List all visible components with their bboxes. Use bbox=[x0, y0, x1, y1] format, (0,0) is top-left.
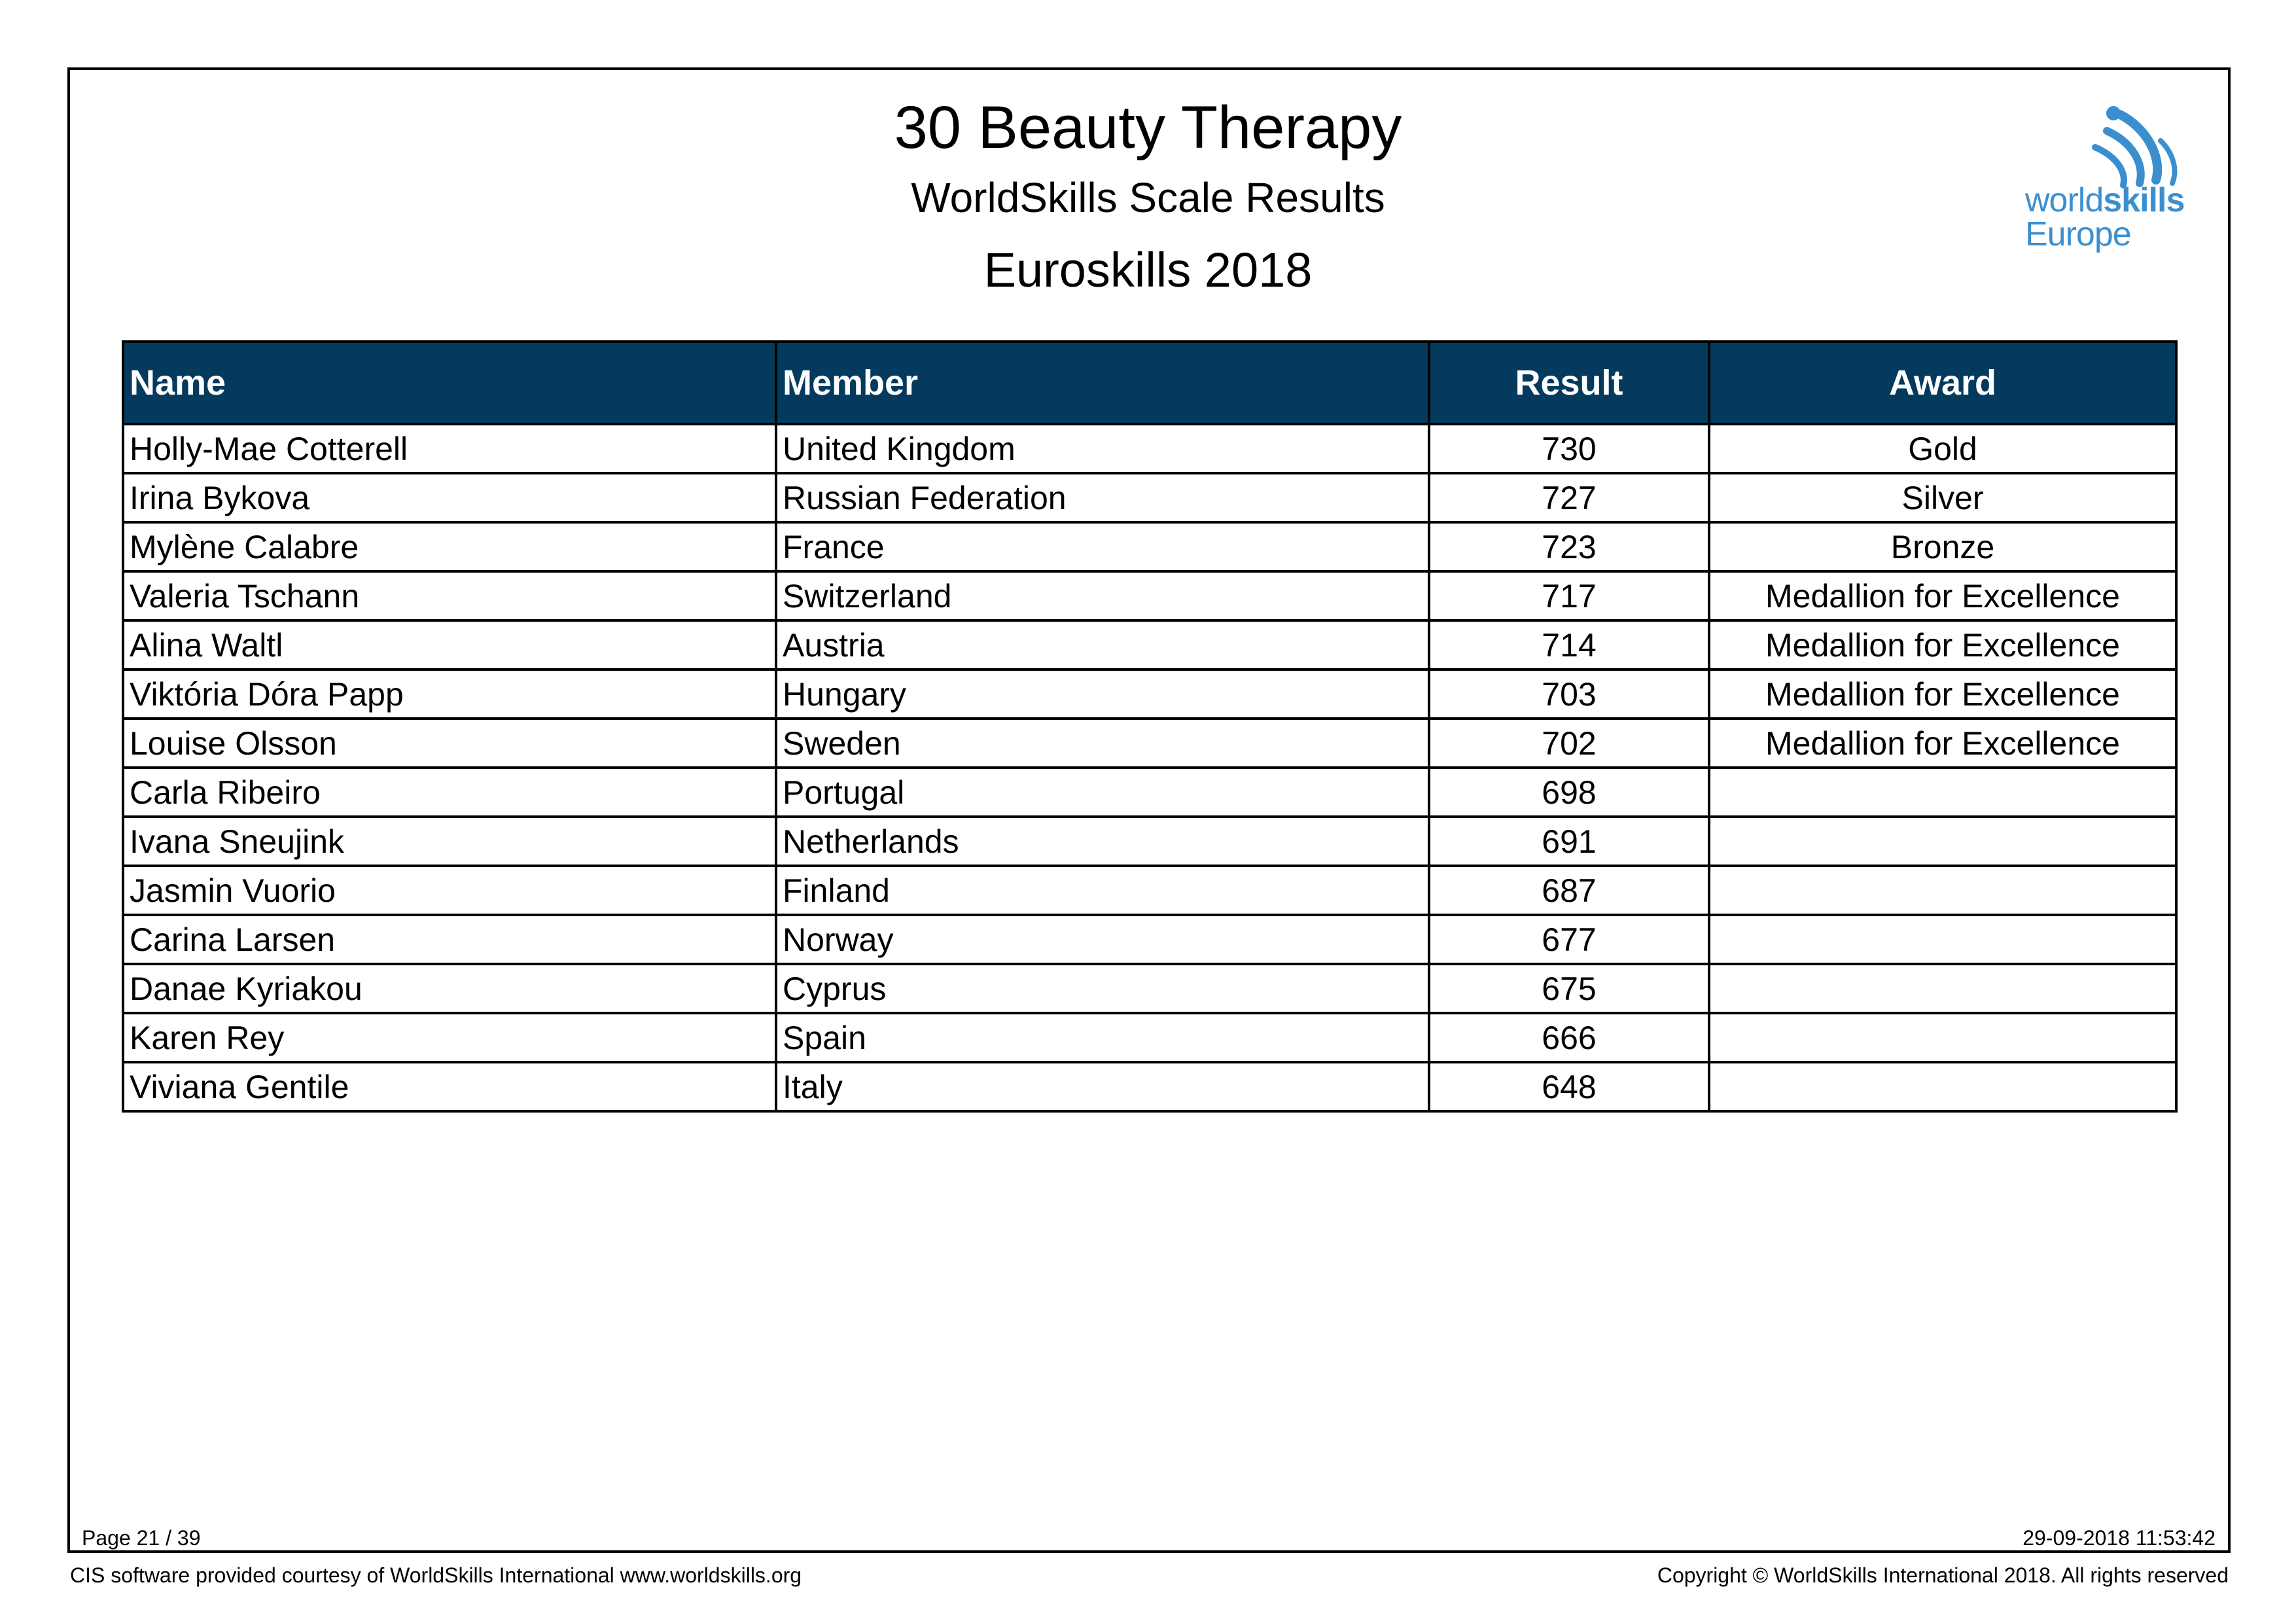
cell-member: Hungary bbox=[776, 669, 1429, 719]
cell-member: Switzerland bbox=[776, 571, 1429, 620]
cell-name: Jasmin Vuorio bbox=[123, 866, 776, 915]
cell-name: Viktória Dóra Papp bbox=[123, 669, 776, 719]
cell-award bbox=[1709, 964, 2176, 1013]
cell-award bbox=[1709, 915, 2176, 964]
cell-member: Austria bbox=[776, 620, 1429, 669]
cell-name: Holly-Mae Cotterell bbox=[123, 424, 776, 473]
page-title: 30 Beauty Therapy bbox=[894, 94, 1402, 161]
cell-member: Cyprus bbox=[776, 964, 1429, 1013]
cell-member: Russian Federation bbox=[776, 473, 1429, 522]
table-row bbox=[123, 768, 2176, 817]
cell-member: Finland bbox=[776, 866, 1429, 915]
page-number: Page 21 / 39 bbox=[82, 1526, 201, 1550]
cell-member: Italy bbox=[776, 1062, 1429, 1111]
cell-result: 702 bbox=[1429, 719, 1709, 768]
table-row bbox=[123, 817, 2176, 866]
column-header-name: Name bbox=[123, 342, 776, 424]
cell-name: Irina Bykova bbox=[123, 473, 776, 522]
cell-award: Medallion for Excellence bbox=[1709, 571, 2176, 620]
cell-award: Medallion for Excellence bbox=[1709, 719, 2176, 768]
cell-award bbox=[1709, 1062, 2176, 1111]
cell-name: Carla Ribeiro bbox=[123, 768, 776, 817]
cell-name: Mylène Calabre bbox=[123, 522, 776, 571]
table-row bbox=[123, 473, 2176, 522]
cell-name: Danae Kyriakou bbox=[123, 964, 776, 1013]
cell-member: Sweden bbox=[776, 719, 1429, 768]
cell-award: Medallion for Excellence bbox=[1709, 620, 2176, 669]
cell-result: 687 bbox=[1429, 866, 1709, 915]
table-row bbox=[123, 571, 2176, 620]
cell-result: 714 bbox=[1429, 620, 1709, 669]
results-table bbox=[122, 340, 2178, 1113]
table-row bbox=[123, 669, 2176, 719]
print-timestamp: 29-09-2018 11:53:42 bbox=[2022, 1526, 2216, 1550]
cell-award bbox=[1709, 768, 2176, 817]
table-row bbox=[123, 964, 2176, 1013]
cell-member: France bbox=[776, 522, 1429, 571]
cell-result: 730 bbox=[1429, 424, 1709, 473]
logo-wordmark: worldskills Europe bbox=[2025, 181, 2185, 253]
page-subtitle: WorldSkills Scale Results bbox=[911, 174, 1385, 221]
cell-award: Medallion for Excellence bbox=[1709, 669, 2176, 719]
cell-award: Gold bbox=[1709, 424, 2176, 473]
cell-member: Spain bbox=[776, 1013, 1429, 1062]
table-header-row bbox=[123, 342, 2176, 424]
cell-name: Ivana Sneujink bbox=[123, 817, 776, 866]
cell-result: 691 bbox=[1429, 817, 1709, 866]
cell-award bbox=[1709, 866, 2176, 915]
cell-member: Netherlands bbox=[776, 817, 1429, 866]
courtesy-note: CIS software provided courtesy of WorldSkills International www.worldskills.org bbox=[70, 1563, 802, 1587]
cell-result: 727 bbox=[1429, 473, 1709, 522]
cell-name: Alina Waltl bbox=[123, 620, 776, 669]
cell-name: Valeria Tschann bbox=[123, 571, 776, 620]
table-row bbox=[123, 424, 2176, 473]
table-row bbox=[123, 719, 2176, 768]
table-row bbox=[123, 522, 2176, 571]
table-row bbox=[123, 915, 2176, 964]
cell-result: 717 bbox=[1429, 571, 1709, 620]
cell-result: 675 bbox=[1429, 964, 1709, 1013]
cell-name: Karen Rey bbox=[123, 1013, 776, 1062]
cell-name: Carina Larsen bbox=[123, 915, 776, 964]
cell-award bbox=[1709, 817, 2176, 866]
cell-member: United Kingdom bbox=[776, 424, 1429, 473]
event-name: Euroskills 2018 bbox=[983, 243, 1313, 297]
column-header-result: Result bbox=[1429, 342, 1709, 424]
table-row bbox=[123, 1062, 2176, 1111]
cell-member: Portugal bbox=[776, 768, 1429, 817]
column-header-award: Award bbox=[1709, 342, 2176, 424]
cell-award bbox=[1709, 1013, 2176, 1062]
cell-name: Viviana Gentile bbox=[123, 1062, 776, 1111]
column-header-member: Member bbox=[776, 342, 1429, 424]
cell-member: Norway bbox=[776, 915, 1429, 964]
cell-award: Bronze bbox=[1709, 522, 2176, 571]
copyright-note: Copyright © WorldSkills International 2018. All rights reserved bbox=[1657, 1563, 2229, 1587]
cell-award: Silver bbox=[1709, 473, 2176, 522]
cell-result: 677 bbox=[1429, 915, 1709, 964]
table-row bbox=[123, 866, 2176, 915]
table-row bbox=[123, 620, 2176, 669]
cell-result: 703 bbox=[1429, 669, 1709, 719]
cell-result: 648 bbox=[1429, 1062, 1709, 1111]
table-row bbox=[123, 1013, 2176, 1062]
cell-result: 666 bbox=[1429, 1013, 1709, 1062]
cell-result: 698 bbox=[1429, 768, 1709, 817]
cell-name: Louise Olsson bbox=[123, 719, 776, 768]
cell-result: 723 bbox=[1429, 522, 1709, 571]
